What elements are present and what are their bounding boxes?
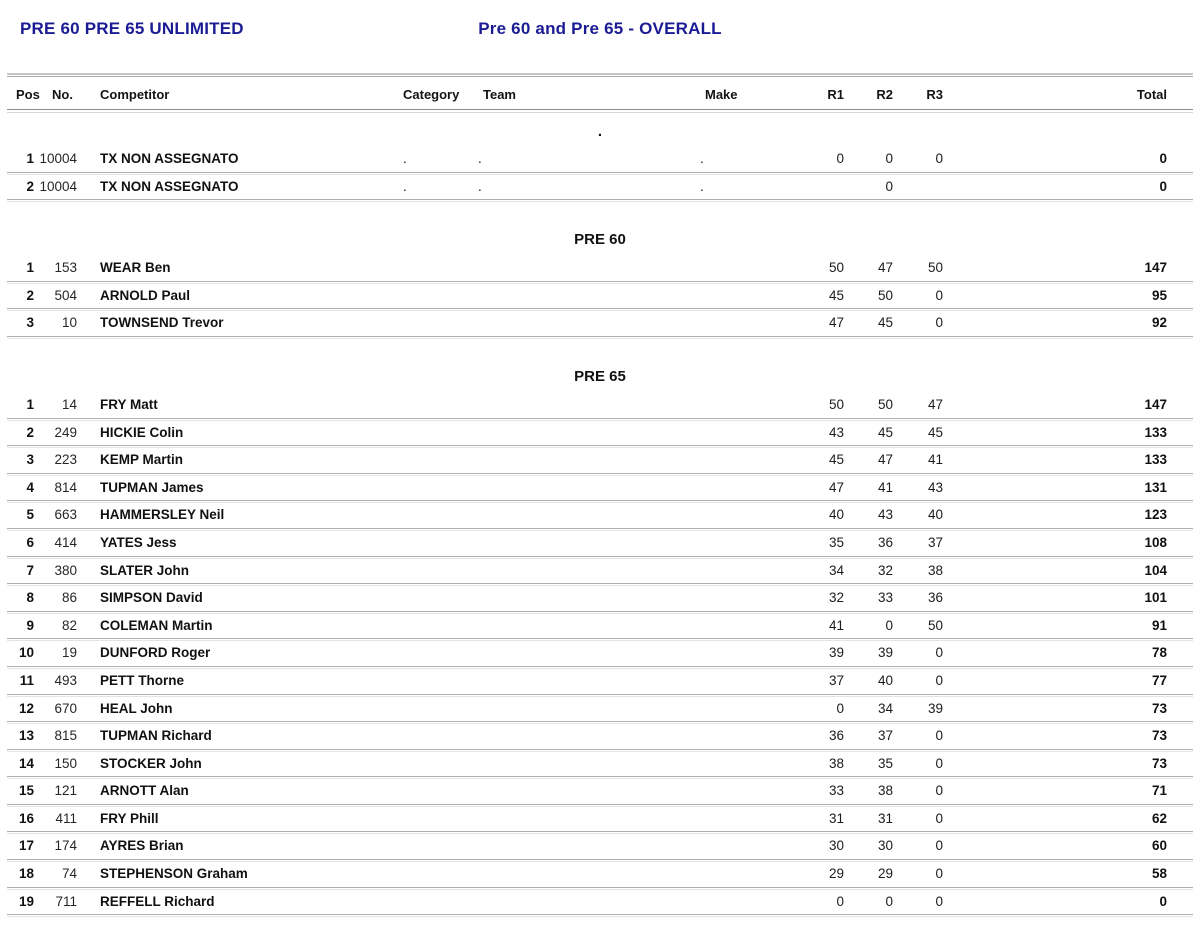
results-section (7, 119, 1193, 200)
cell-r1 (804, 173, 844, 200)
cell-make (700, 667, 790, 694)
cell-no: 814 (54, 479, 77, 495)
col-header-total: Total (1136, 87, 1167, 102)
cell-r1: 0 (836, 700, 844, 716)
cell-make (700, 888, 790, 915)
cell-pos: 10 (18, 645, 34, 661)
cell-competitor: ARNOTT Alan (100, 783, 189, 799)
cell-category (403, 501, 473, 528)
cell-r2: 37 (877, 728, 893, 744)
cell-competitor: SIMPSON David (100, 590, 203, 606)
cell-total: 71 (1151, 783, 1167, 799)
table-row (7, 805, 1193, 833)
cell-r1: 31 (828, 810, 844, 826)
cell-no: 82 (61, 617, 77, 633)
cell-r3: 0 (935, 672, 943, 688)
cell-category: . (403, 178, 407, 194)
cell-competitor: HEAL John (100, 700, 173, 716)
cell-r2: 29 (877, 866, 893, 882)
table-row (7, 832, 1193, 860)
cell-competitor: DUNFORD Roger (100, 645, 211, 661)
cell-competitor: TOWNSEND Trevor (100, 315, 224, 331)
cell-team: . (478, 178, 482, 194)
cell-r2: 45 (877, 315, 893, 331)
cell-category (403, 309, 473, 336)
table-row (7, 501, 1193, 529)
cell-no: 380 (54, 562, 77, 578)
table-row (7, 557, 1193, 585)
cell-competitor: STOCKER John (100, 755, 202, 771)
cell-r2: 40 (877, 672, 893, 688)
cell-make (700, 391, 790, 418)
cell-r1: 50 (828, 260, 844, 276)
table-header-row (7, 77, 1193, 110)
table-row (7, 145, 1193, 173)
cell-competitor: TX NON ASSEGNATO (100, 151, 239, 166)
cell-no: 19 (61, 645, 77, 661)
cell-no: 493 (54, 672, 77, 688)
cell-no: 663 (54, 507, 77, 523)
cell-pos: 2 (26, 287, 34, 303)
col-header-competitor: Competitor (100, 87, 170, 102)
cell-category (403, 557, 473, 584)
cell-pos: 6 (26, 534, 34, 550)
cell-competitor: WEAR Ben (100, 260, 171, 276)
cell-category: . (403, 151, 407, 166)
cell-competitor: TX NON ASSEGNATO (100, 178, 239, 194)
cell-pos: 8 (26, 590, 34, 606)
cell-no: 670 (54, 700, 77, 716)
cell-r2: 50 (877, 396, 893, 412)
col-header-no: No. (52, 87, 73, 102)
cell-r2: 0 (885, 617, 893, 633)
cell-team (478, 805, 598, 832)
cell-competitor: AYRES Brian (100, 838, 184, 854)
cell-team (478, 529, 598, 556)
cell-r1: 40 (828, 507, 844, 523)
cell-pos: 2 (26, 424, 34, 440)
cell-r3: 0 (935, 645, 943, 661)
col-header-category: Category (403, 87, 460, 102)
cell-r1: 41 (828, 617, 844, 633)
cell-pos: 9 (26, 617, 34, 633)
cell-r2: 33 (877, 590, 893, 606)
table-row (7, 529, 1193, 557)
cell-total: 131 (1144, 479, 1167, 495)
cell-team (478, 501, 598, 528)
cell-pos: 19 (18, 893, 34, 909)
cell-r2: 0 (885, 893, 893, 909)
cell-category (403, 446, 473, 473)
cell-category (403, 722, 473, 749)
section-rows (7, 391, 1193, 915)
cell-make (700, 612, 790, 639)
table-row (7, 419, 1193, 447)
table-row (7, 446, 1193, 474)
cell-r3: 50 (927, 617, 943, 633)
cell-r2: 39 (877, 645, 893, 661)
cell-make (700, 805, 790, 832)
cell-r1: 50 (828, 396, 844, 412)
cell-r1: 35 (828, 534, 844, 550)
cell-category (403, 667, 473, 694)
cell-r2: 30 (877, 838, 893, 854)
cell-r1: 0 (836, 151, 844, 166)
cell-no: 10 (61, 315, 77, 331)
table-row (7, 777, 1193, 805)
cell-team (478, 639, 598, 666)
cell-total: 147 (1144, 396, 1167, 412)
cell-pos: 1 (26, 151, 34, 166)
cell-category (403, 832, 473, 859)
cell-r2: 32 (877, 562, 893, 578)
cell-total: 101 (1144, 590, 1167, 606)
cell-no: 223 (54, 452, 77, 468)
col-header-r2: R2 (876, 87, 893, 102)
cell-r3: 0 (935, 755, 943, 771)
cell-total: 95 (1151, 287, 1167, 303)
cell-r3: 45 (927, 424, 943, 440)
cell-r1: 47 (828, 315, 844, 331)
cell-competitor: YATES Jess (100, 534, 177, 550)
cell-team: . (478, 151, 482, 166)
col-header-r1: R1 (827, 87, 844, 102)
table-row (7, 860, 1193, 888)
cell-no: 10004 (39, 151, 77, 166)
page-title-class: PRE 60 PRE 65 UNLIMITED (20, 19, 244, 38)
cell-pos: 3 (26, 315, 34, 331)
table-row (7, 639, 1193, 667)
cell-r1: 32 (828, 590, 844, 606)
cell-make (700, 282, 790, 309)
cell-total: 0 (1159, 893, 1167, 909)
cell-team (478, 254, 598, 281)
cell-make (700, 501, 790, 528)
cell-r3: 47 (927, 396, 943, 412)
cell-make (700, 750, 790, 777)
cell-r2: 35 (877, 755, 893, 771)
cell-r1: 34 (828, 562, 844, 578)
cell-category (403, 639, 473, 666)
cell-pos: 1 (26, 396, 34, 412)
cell-category (403, 860, 473, 887)
cell-team (478, 832, 598, 859)
col-header-team: Team (483, 87, 516, 102)
cell-r3: 0 (935, 151, 943, 166)
section-rows (7, 145, 1193, 200)
cell-competitor: TUPMAN James (100, 479, 204, 495)
cell-r1: 36 (828, 728, 844, 744)
cell-competitor: ARNOLD Paul (100, 287, 191, 303)
cell-category (403, 612, 473, 639)
cell-r1: 39 (828, 645, 844, 661)
cell-no: 711 (55, 893, 77, 909)
cell-category (403, 584, 473, 611)
table-row (7, 173, 1193, 201)
cell-make (700, 639, 790, 666)
table-row (7, 474, 1193, 502)
cell-make (700, 557, 790, 584)
cell-make (700, 695, 790, 722)
cell-no: 411 (55, 810, 77, 826)
cell-team (478, 695, 598, 722)
cell-total: 133 (1144, 424, 1167, 440)
cell-no: 249 (54, 424, 77, 440)
results-table (7, 73, 1193, 915)
cell-competitor: PETT Thorne (100, 672, 184, 688)
cell-no: 86 (61, 590, 77, 606)
cell-r1: 0 (836, 893, 844, 909)
cell-total: 147 (1144, 260, 1167, 276)
col-header-pos: Pos (16, 87, 40, 102)
cell-r2: 47 (877, 452, 893, 468)
table-row (7, 612, 1193, 640)
cell-no: 414 (54, 534, 77, 550)
cell-team (478, 722, 598, 749)
section-title: PRE 60 (574, 231, 626, 249)
cell-r2: 45 (877, 424, 893, 440)
table-row (7, 391, 1193, 419)
cell-total: 60 (1151, 838, 1167, 854)
table-row (7, 254, 1193, 282)
cell-total: 62 (1151, 810, 1167, 826)
cell-r2: 0 (885, 178, 893, 194)
cell-r3: 0 (935, 728, 943, 744)
cell-make (700, 832, 790, 859)
cell-r3: 41 (927, 452, 943, 468)
cell-make (700, 860, 790, 887)
cell-r1: 43 (828, 424, 844, 440)
cell-make (700, 254, 790, 281)
cell-r3: 0 (935, 866, 943, 882)
cell-pos: 12 (18, 700, 34, 716)
table-row (7, 667, 1193, 695)
cell-category (403, 805, 473, 832)
cell-team (478, 474, 598, 501)
cell-team (478, 584, 598, 611)
cell-pos: 16 (18, 810, 34, 826)
cell-total: 91 (1151, 617, 1167, 633)
cell-total: 0 (1159, 151, 1167, 166)
cell-make (700, 777, 790, 804)
cell-r3 (903, 173, 943, 200)
cell-category (403, 391, 473, 418)
cell-total: 78 (1151, 645, 1167, 661)
cell-competitor: REFFELL Richard (100, 893, 215, 909)
cell-make: . (700, 178, 704, 194)
cell-r2: 50 (877, 287, 893, 303)
cell-pos: 15 (18, 783, 34, 799)
table-row (7, 309, 1193, 337)
cell-total: 73 (1151, 728, 1167, 744)
cell-r2: 38 (877, 783, 893, 799)
cell-r1: 29 (828, 866, 844, 882)
cell-pos: 18 (18, 866, 34, 882)
cell-pos: 11 (19, 672, 34, 688)
cell-category (403, 888, 473, 915)
cell-make (700, 722, 790, 749)
cell-no: 121 (54, 783, 77, 799)
cell-r3: 40 (927, 507, 943, 523)
cell-competitor: COLEMAN Martin (100, 617, 213, 633)
cell-r1: 33 (828, 783, 844, 799)
cell-category (403, 254, 473, 281)
cell-pos: 2 (26, 178, 34, 194)
cell-r2: 43 (877, 507, 893, 523)
table-row (7, 282, 1193, 310)
cell-team (478, 777, 598, 804)
cell-r2: 31 (877, 810, 893, 826)
cell-r1: 45 (828, 452, 844, 468)
cell-r1: 37 (828, 672, 844, 688)
cell-r2: 47 (877, 260, 893, 276)
cell-pos: 5 (26, 507, 34, 523)
cell-pos: 1 (26, 260, 34, 276)
cell-category (403, 529, 473, 556)
cell-team (478, 667, 598, 694)
cell-r3: 50 (927, 260, 943, 276)
cell-r3: 0 (935, 783, 943, 799)
cell-make (700, 584, 790, 611)
table-header-rule (7, 110, 1193, 114)
cell-make (700, 419, 790, 446)
cell-category (403, 695, 473, 722)
col-header-make: Make (705, 87, 738, 102)
cell-team (478, 750, 598, 777)
cell-make (700, 446, 790, 473)
cell-competitor: FRY Phill (100, 810, 159, 826)
cell-r3: 38 (927, 562, 943, 578)
table-row (7, 722, 1193, 750)
page-title-overall: Pre 60 and Pre 65 - OVERALL (478, 19, 722, 38)
cell-pos: 7 (26, 562, 34, 578)
table-row (7, 888, 1193, 916)
cell-r3: 39 (927, 700, 943, 716)
cell-make (700, 309, 790, 336)
section-rows (7, 254, 1193, 337)
cell-no: 150 (54, 755, 77, 771)
cell-team (478, 419, 598, 446)
cell-team (478, 446, 598, 473)
cell-total: 133 (1144, 452, 1167, 468)
cell-r3: 0 (935, 287, 943, 303)
cell-pos: 3 (26, 452, 34, 468)
cell-r2: 41 (877, 479, 893, 495)
cell-team (478, 391, 598, 418)
table-row (7, 750, 1193, 778)
cell-no: 14 (61, 396, 77, 412)
cell-pos: 17 (18, 838, 34, 854)
cell-make (700, 474, 790, 501)
cell-total: 58 (1151, 866, 1167, 882)
cell-no: 10004 (39, 178, 77, 194)
cell-r3: 0 (935, 810, 943, 826)
cell-total: 77 (1151, 672, 1167, 688)
table-row (7, 695, 1193, 723)
cell-team (478, 557, 598, 584)
cell-pos: 13 (18, 728, 34, 744)
cell-r1: 38 (828, 755, 844, 771)
cell-r3: 0 (935, 838, 943, 854)
section-title: PRE 65 (574, 367, 626, 385)
cell-total: 73 (1151, 755, 1167, 771)
cell-total: 123 (1144, 507, 1167, 523)
cell-r2: 0 (885, 151, 893, 166)
cell-competitor: HICKIE Colin (100, 424, 184, 440)
cell-total: 92 (1151, 315, 1167, 331)
cell-no: 174 (54, 838, 77, 854)
results-section (7, 363, 1193, 915)
cell-category (403, 419, 473, 446)
cell-r2: 34 (877, 700, 893, 716)
cell-no: 504 (54, 287, 77, 303)
cell-pos: 14 (18, 755, 34, 771)
cell-competitor: STEPHENSON Graham (100, 866, 248, 882)
cell-make: . (700, 151, 704, 166)
cell-total: 108 (1144, 534, 1167, 550)
cell-team (478, 309, 598, 336)
col-header-r3: R3 (926, 87, 943, 102)
cell-total: 0 (1159, 178, 1167, 194)
cell-competitor: SLATER John (100, 562, 189, 578)
cell-category (403, 750, 473, 777)
cell-team (478, 860, 598, 887)
cell-r3: 0 (935, 893, 943, 909)
cell-r3: 37 (927, 534, 943, 550)
cell-r2: 36 (877, 534, 893, 550)
cell-competitor: TUPMAN Richard (100, 728, 212, 744)
cell-team (478, 282, 598, 309)
cell-category (403, 474, 473, 501)
cell-category (403, 282, 473, 309)
cell-r1: 30 (828, 838, 844, 854)
table-body (7, 119, 1193, 915)
cell-team (478, 612, 598, 639)
cell-total: 104 (1144, 562, 1167, 578)
cell-competitor: HAMMERSLEY Neil (100, 507, 225, 523)
cell-r3: 36 (927, 590, 943, 606)
cell-total: 73 (1151, 700, 1167, 716)
table-row (7, 584, 1193, 612)
cell-competitor: FRY Matt (100, 396, 158, 412)
cell-team (478, 888, 598, 915)
cell-no: 153 (54, 260, 77, 276)
cell-r1: 47 (828, 479, 844, 495)
cell-no: 815 (54, 728, 77, 744)
cell-category (403, 777, 473, 804)
cell-make (700, 529, 790, 556)
cell-r3: 0 (935, 315, 943, 331)
cell-r3: 43 (927, 479, 943, 495)
results-section (7, 226, 1193, 337)
cell-no: 74 (61, 866, 77, 882)
section-title: . (597, 123, 603, 140)
cell-competitor: KEMP Martin (100, 452, 184, 468)
cell-r1: 45 (828, 287, 844, 303)
cell-pos: 4 (26, 479, 34, 495)
